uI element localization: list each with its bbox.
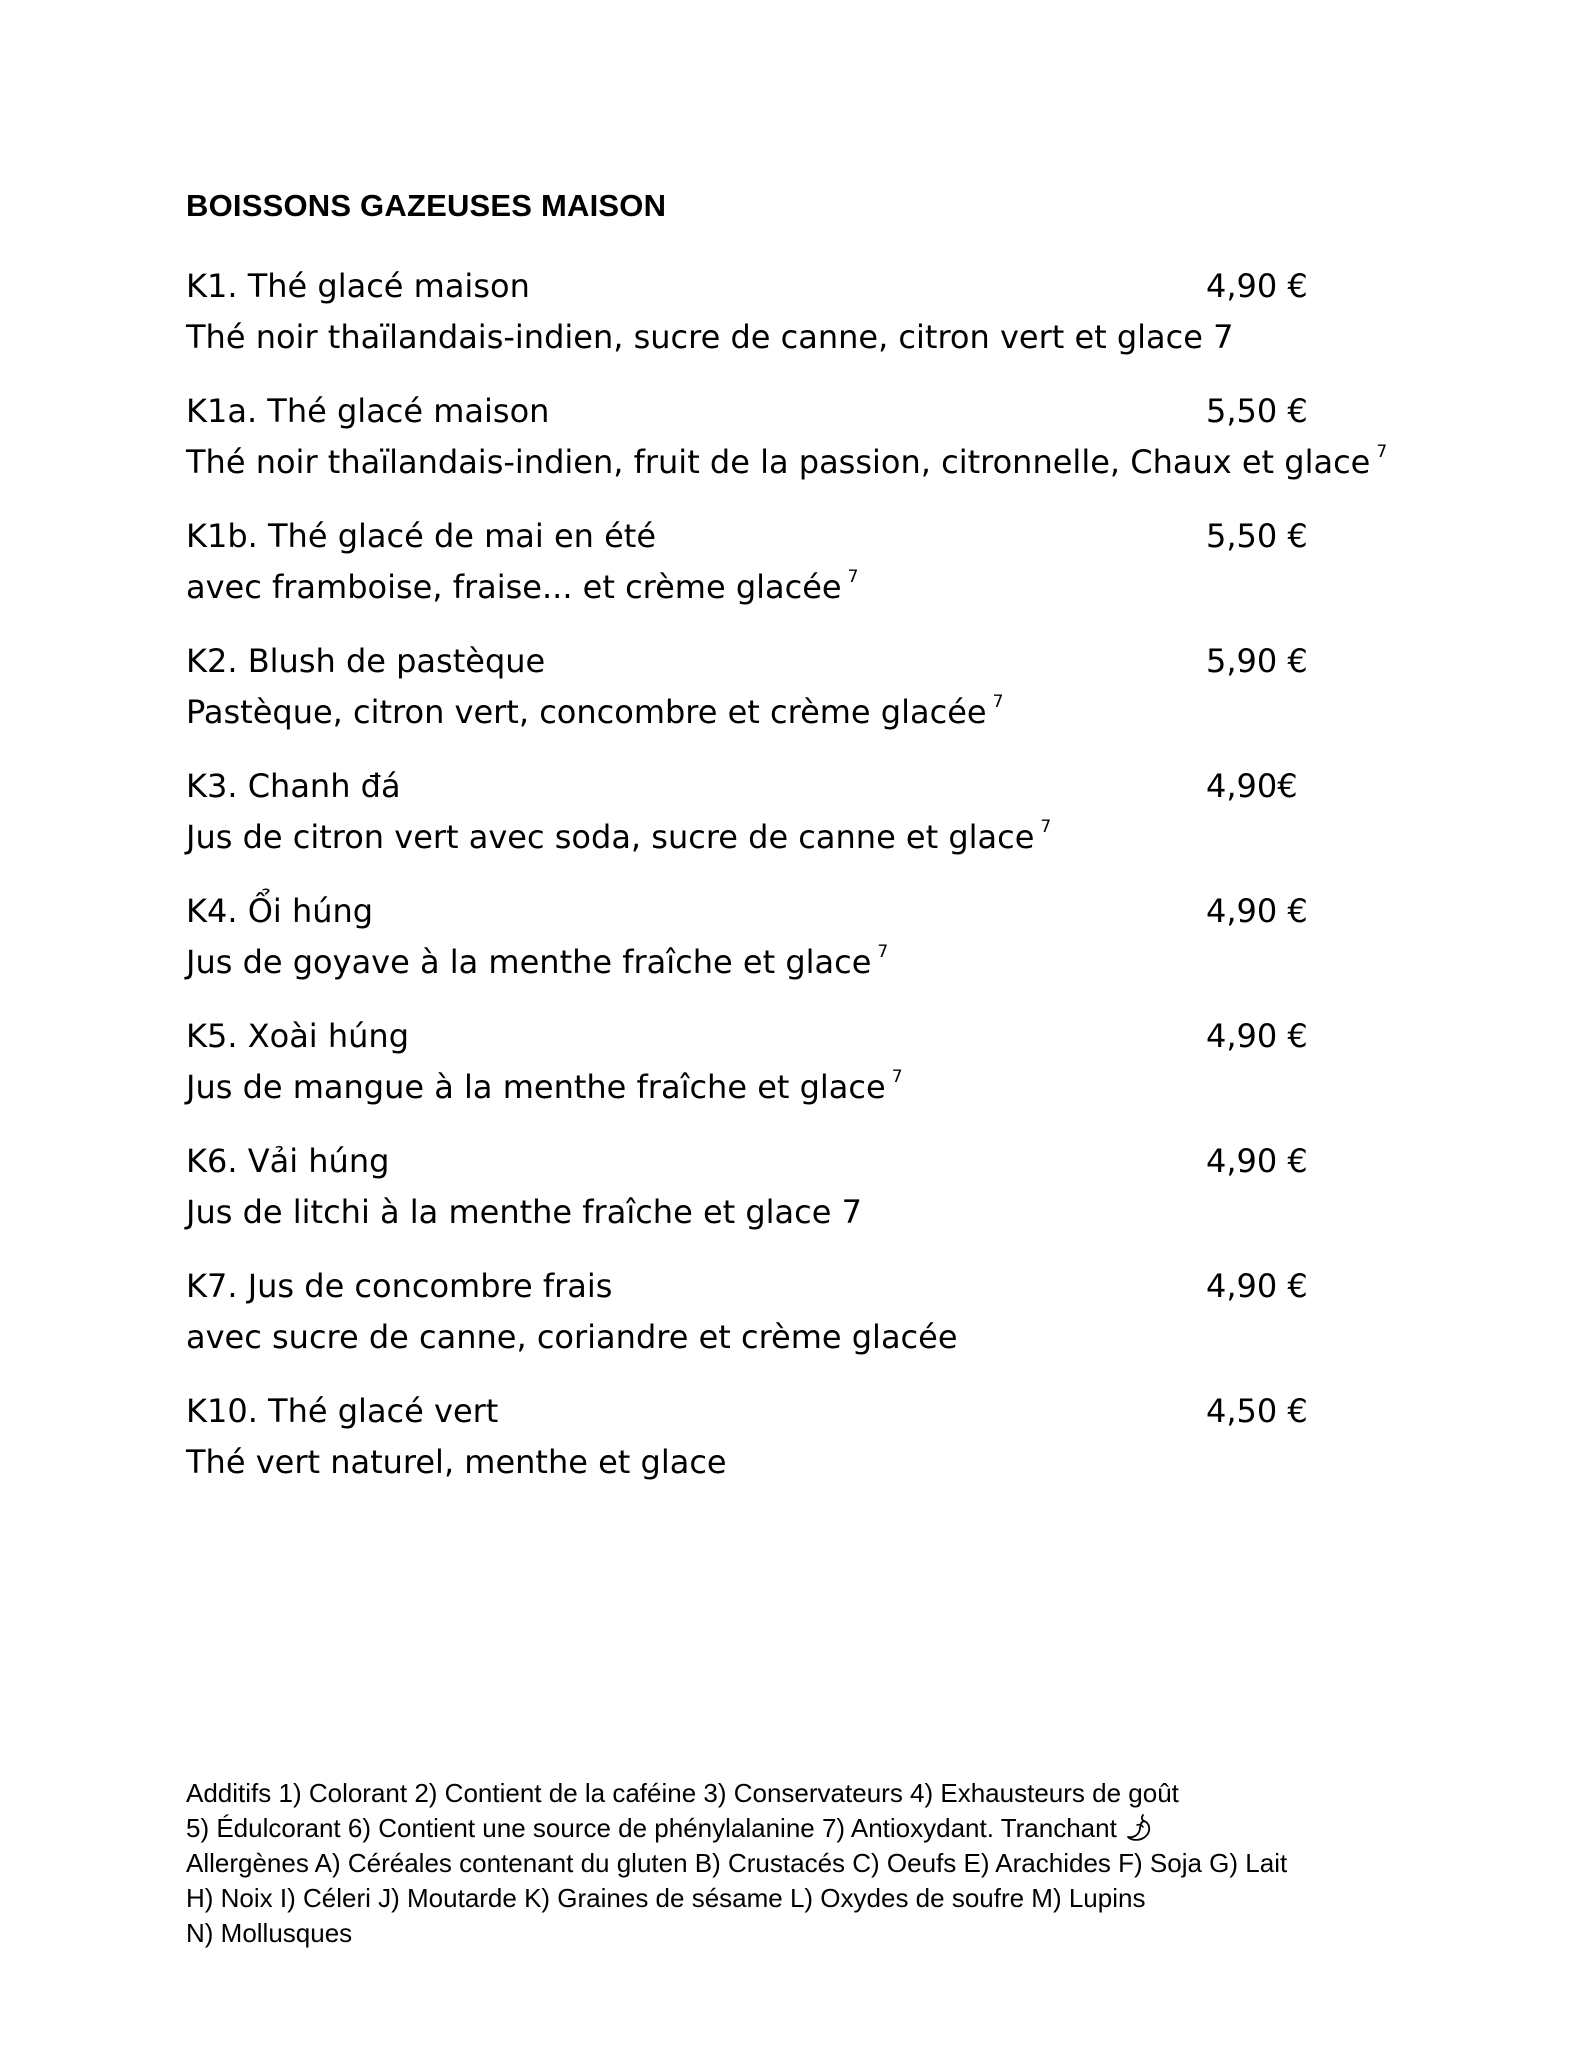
menu-item-k3 bbox=[186, 765, 1406, 890]
additives-line-2-text: 5) Édulcorant 6) Contient une source de phénylalanine 7) Antioxydant. Tranchant bbox=[186, 1813, 1117, 1843]
item-name: K5. Xoài húng bbox=[186, 1017, 410, 1055]
item-description bbox=[186, 431, 1387, 483]
item-description bbox=[186, 1431, 733, 1483]
item-name: K10. Thé glacé vert bbox=[186, 1392, 499, 1430]
menu-item-k1 bbox=[186, 265, 1406, 390]
allergen-superscript: 7 bbox=[1040, 817, 1052, 837]
item-description-text: Thé noir thaïlandais-indien, fruit de la passion, citronnelle, Chaux et glace bbox=[186, 443, 1371, 481]
menu-item-k4 bbox=[186, 890, 1406, 1015]
item-description-text: Pastèque, citron vert, concombre et crème glacée bbox=[186, 693, 987, 731]
item-description bbox=[186, 806, 1051, 858]
chili-icon bbox=[1123, 1811, 1155, 1843]
item-description-text: Jus de goyave à la menthe fraîche et glace bbox=[186, 943, 872, 981]
item-name: K1a. Thé glacé maison bbox=[186, 392, 550, 430]
allergens-line-2: H) Noix I) Céleri J) Moutarde K) Graines de sésame L) Oxydes de soufre M) Lupins bbox=[186, 1883, 1146, 1913]
additives-line-2 bbox=[186, 1811, 1436, 1846]
allergen-superscript: 7 bbox=[992, 692, 1004, 712]
item-description bbox=[186, 931, 888, 983]
item-price: 4,90 € bbox=[1206, 1017, 1308, 1055]
item-description bbox=[186, 556, 858, 608]
item-name: K3. Chanh đá bbox=[186, 767, 401, 805]
item-description-text: Jus de litchi à la menthe fraîche et glace 7 bbox=[186, 1193, 862, 1231]
item-description-text: Jus de mangue à la menthe fraîche et glace bbox=[186, 1068, 886, 1106]
menu-item-k1b bbox=[186, 515, 1406, 640]
item-description bbox=[186, 306, 1239, 358]
item-price: 4,90 € bbox=[1206, 892, 1308, 930]
additives-line-1: Additifs 1) Colorant 2) Contient de la caféine 3) Conservateurs 4) Exhausteurs de goût bbox=[186, 1778, 1179, 1808]
item-name: K6. Vải húng bbox=[186, 1142, 390, 1180]
item-price: 4,50 € bbox=[1206, 1392, 1308, 1430]
item-name: K1b. Thé glacé de mai en été bbox=[186, 517, 657, 555]
allergen-superscript: 7 bbox=[1376, 442, 1388, 462]
menu-item-k1a bbox=[186, 390, 1406, 515]
allergens-line-1: Allergènes A) Céréales contenant du gluten B) Crustacés C) Oeufs E) Arachides F) Soja G) Lait bbox=[186, 1848, 1288, 1878]
item-price: 4,90 € bbox=[1206, 1267, 1308, 1305]
item-name: K2. Blush de pastèque bbox=[186, 642, 546, 680]
item-price: 5,50 € bbox=[1206, 517, 1308, 555]
menu-list bbox=[186, 265, 1406, 1515]
item-price: 4,90 € bbox=[1206, 267, 1308, 305]
item-description bbox=[186, 1306, 964, 1358]
item-description-text: Jus de citron vert avec soda, sucre de canne et glace bbox=[186, 818, 1035, 856]
allergen-superscript: 7 bbox=[891, 1067, 903, 1087]
menu-item-k7 bbox=[186, 1265, 1406, 1390]
item-price: 5,50 € bbox=[1206, 392, 1308, 430]
menu-item-k10 bbox=[186, 1390, 1406, 1515]
item-description-text: avec sucre de canne, coriandre et crème glacée bbox=[186, 1318, 958, 1356]
allergens-line-3: N) Mollusques bbox=[186, 1918, 353, 1948]
item-description-text: Thé vert naturel, menthe et glace bbox=[186, 1443, 727, 1481]
item-description-text: avec framboise, fraise... et crème glacée bbox=[186, 568, 842, 606]
item-name: K7. Jus de concombre frais bbox=[186, 1267, 613, 1305]
item-price: 4,90 € bbox=[1206, 1142, 1308, 1180]
item-price: 4,90€ bbox=[1206, 767, 1298, 805]
menu-item-k2 bbox=[186, 640, 1406, 765]
additives-allergens-legend bbox=[186, 1776, 1436, 1951]
item-price: 5,90 € bbox=[1206, 642, 1308, 680]
allergen-superscript: 7 bbox=[877, 942, 889, 962]
item-description-text: Thé noir thaïlandais-indien, sucre de canne, citron vert et glace 7 bbox=[186, 318, 1234, 356]
menu-item-k6 bbox=[186, 1140, 1406, 1265]
menu-item-k5 bbox=[186, 1015, 1406, 1140]
allergen-superscript: 7 bbox=[847, 567, 859, 587]
item-name: K1. Thé glacé maison bbox=[186, 267, 530, 305]
page-title: BOISSONS GAZEUSES MAISON bbox=[186, 188, 667, 223]
item-description bbox=[186, 681, 1003, 733]
item-description bbox=[186, 1181, 868, 1233]
item-name: K4. Ổi húng bbox=[186, 892, 374, 930]
item-description bbox=[186, 1056, 903, 1108]
